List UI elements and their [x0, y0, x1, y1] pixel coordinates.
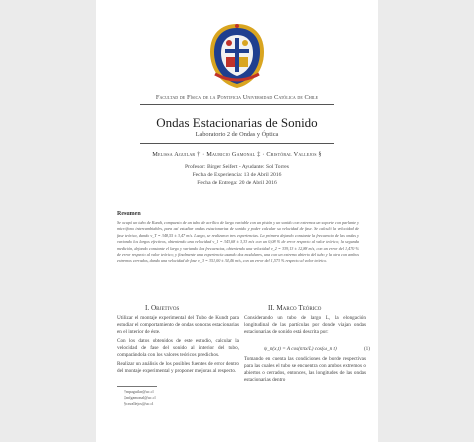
abstract-text: Se ocupó un tubo de Kundt, compuesto de un tubo de acrílico de largo variable con un pistón y un sonido con extremos un soporte con parlante y micrófono intercambiables, para así estudiar ondas estacionarias de sonido y poder calcular su velocidad de fase. Se calculó la velocidad de fase teórica, dando v_T = 348,55 ± 3,47 m/s. Luego, se realizaron tres experiencias. La primera dejando constante la frecuencia de las ondas y variando los largos efectivos, obteniendo una velocidad v_1 = 343,68 ± 3,33 m/s con un 0,08 % de error respecto al valor teórico; la segunda medición, dejando constante el largo y variando las frecuencias, obteniendo una velocidad v_2 = 339,13 ± 12,88 m/s, con un error del 1,470 % de error respecto al valor teórico; y finalmente una experiencia usando dos modulares, una con un extremo abierto del tubo y la otra con ambos extremos cerrados, dando una velocidad de fase v_3 = 351,00 ± 34,46 m/s, con un error del 1,573 % respecto al valor teórico.: [117, 220, 359, 264]
theory-para-2: Tomando en cuenta las condiciones de borde respectivas para las cuales el tubo se encuentra con ambos extremos o abiertos o cerrados, entonces, las longitudes de las ondas estacionarias dentro: [244, 356, 366, 384]
abstract-heading: Resumen: [117, 211, 141, 217]
university-seal-icon: [207, 22, 267, 90]
delivery-date: Fecha de Entrega: 20 de Abril 2016: [197, 180, 277, 186]
footnote-3: §cavallejos@uc.cl: [124, 401, 154, 406]
faculty-header: Facultad de Física de la Pontificia Universidad Católica de Chile: [155, 94, 319, 101]
objectives-para-3: Realizar un análisis de los posibles fuentes de error dentro del montaje experimental y proponer mejoras al respecto.: [117, 361, 239, 375]
section-objectives-title: I. Objetivos: [145, 304, 180, 312]
theory-para-1: Considerando un tubo de largo L, la elongación longitudinal de las partículas por donde viajan ondas estacionarias de sonido está descrita por:: [244, 315, 366, 336]
footnote-1: †mpaguilar@uc.cl: [124, 389, 154, 394]
equation-number: (1): [363, 346, 370, 352]
paper-title: Ondas Estacionarias de Sonido: [156, 115, 318, 130]
header-rule: [140, 104, 334, 105]
objectives-para-2: Con los datos obtenidos de este estudio, calcular la velocidad de fase del sonido al interior del tubo, comparándola con los valores teóricos predichos.: [117, 338, 239, 359]
section-theory-title: II. Marco Teórico: [268, 304, 322, 312]
authors-line: Melissa Aguilar † · Mauricio Gamonal ‡ · Cristóbal Vallejos §: [152, 151, 322, 158]
footnote-2: ‡mfgamonal@uc.cl: [124, 395, 156, 400]
paper-page: [96, 0, 378, 442]
objectives-para-1: Utilizar el montaje experimental del Tubo de Kundt para estudiar el comportamiento de ondas sonoras estacionarias en el interior de éste.: [117, 315, 239, 336]
wave-equation: [264, 346, 370, 352]
paper-subtitle: Laboratorio 2 de Ondas y Óptica: [195, 131, 279, 138]
experience-date: Fecha de Experiencia: 13 de Abril 2016: [192, 172, 282, 178]
title-rule: [140, 143, 334, 144]
professor-line: Profesor: Birger Seifert - Ayudante: Sol Torres: [185, 164, 289, 170]
equation-body: ψ_n(x,t) = A cos(nπx/L) cos(ω_n t): [264, 346, 337, 352]
footnote-rule: [117, 386, 157, 387]
